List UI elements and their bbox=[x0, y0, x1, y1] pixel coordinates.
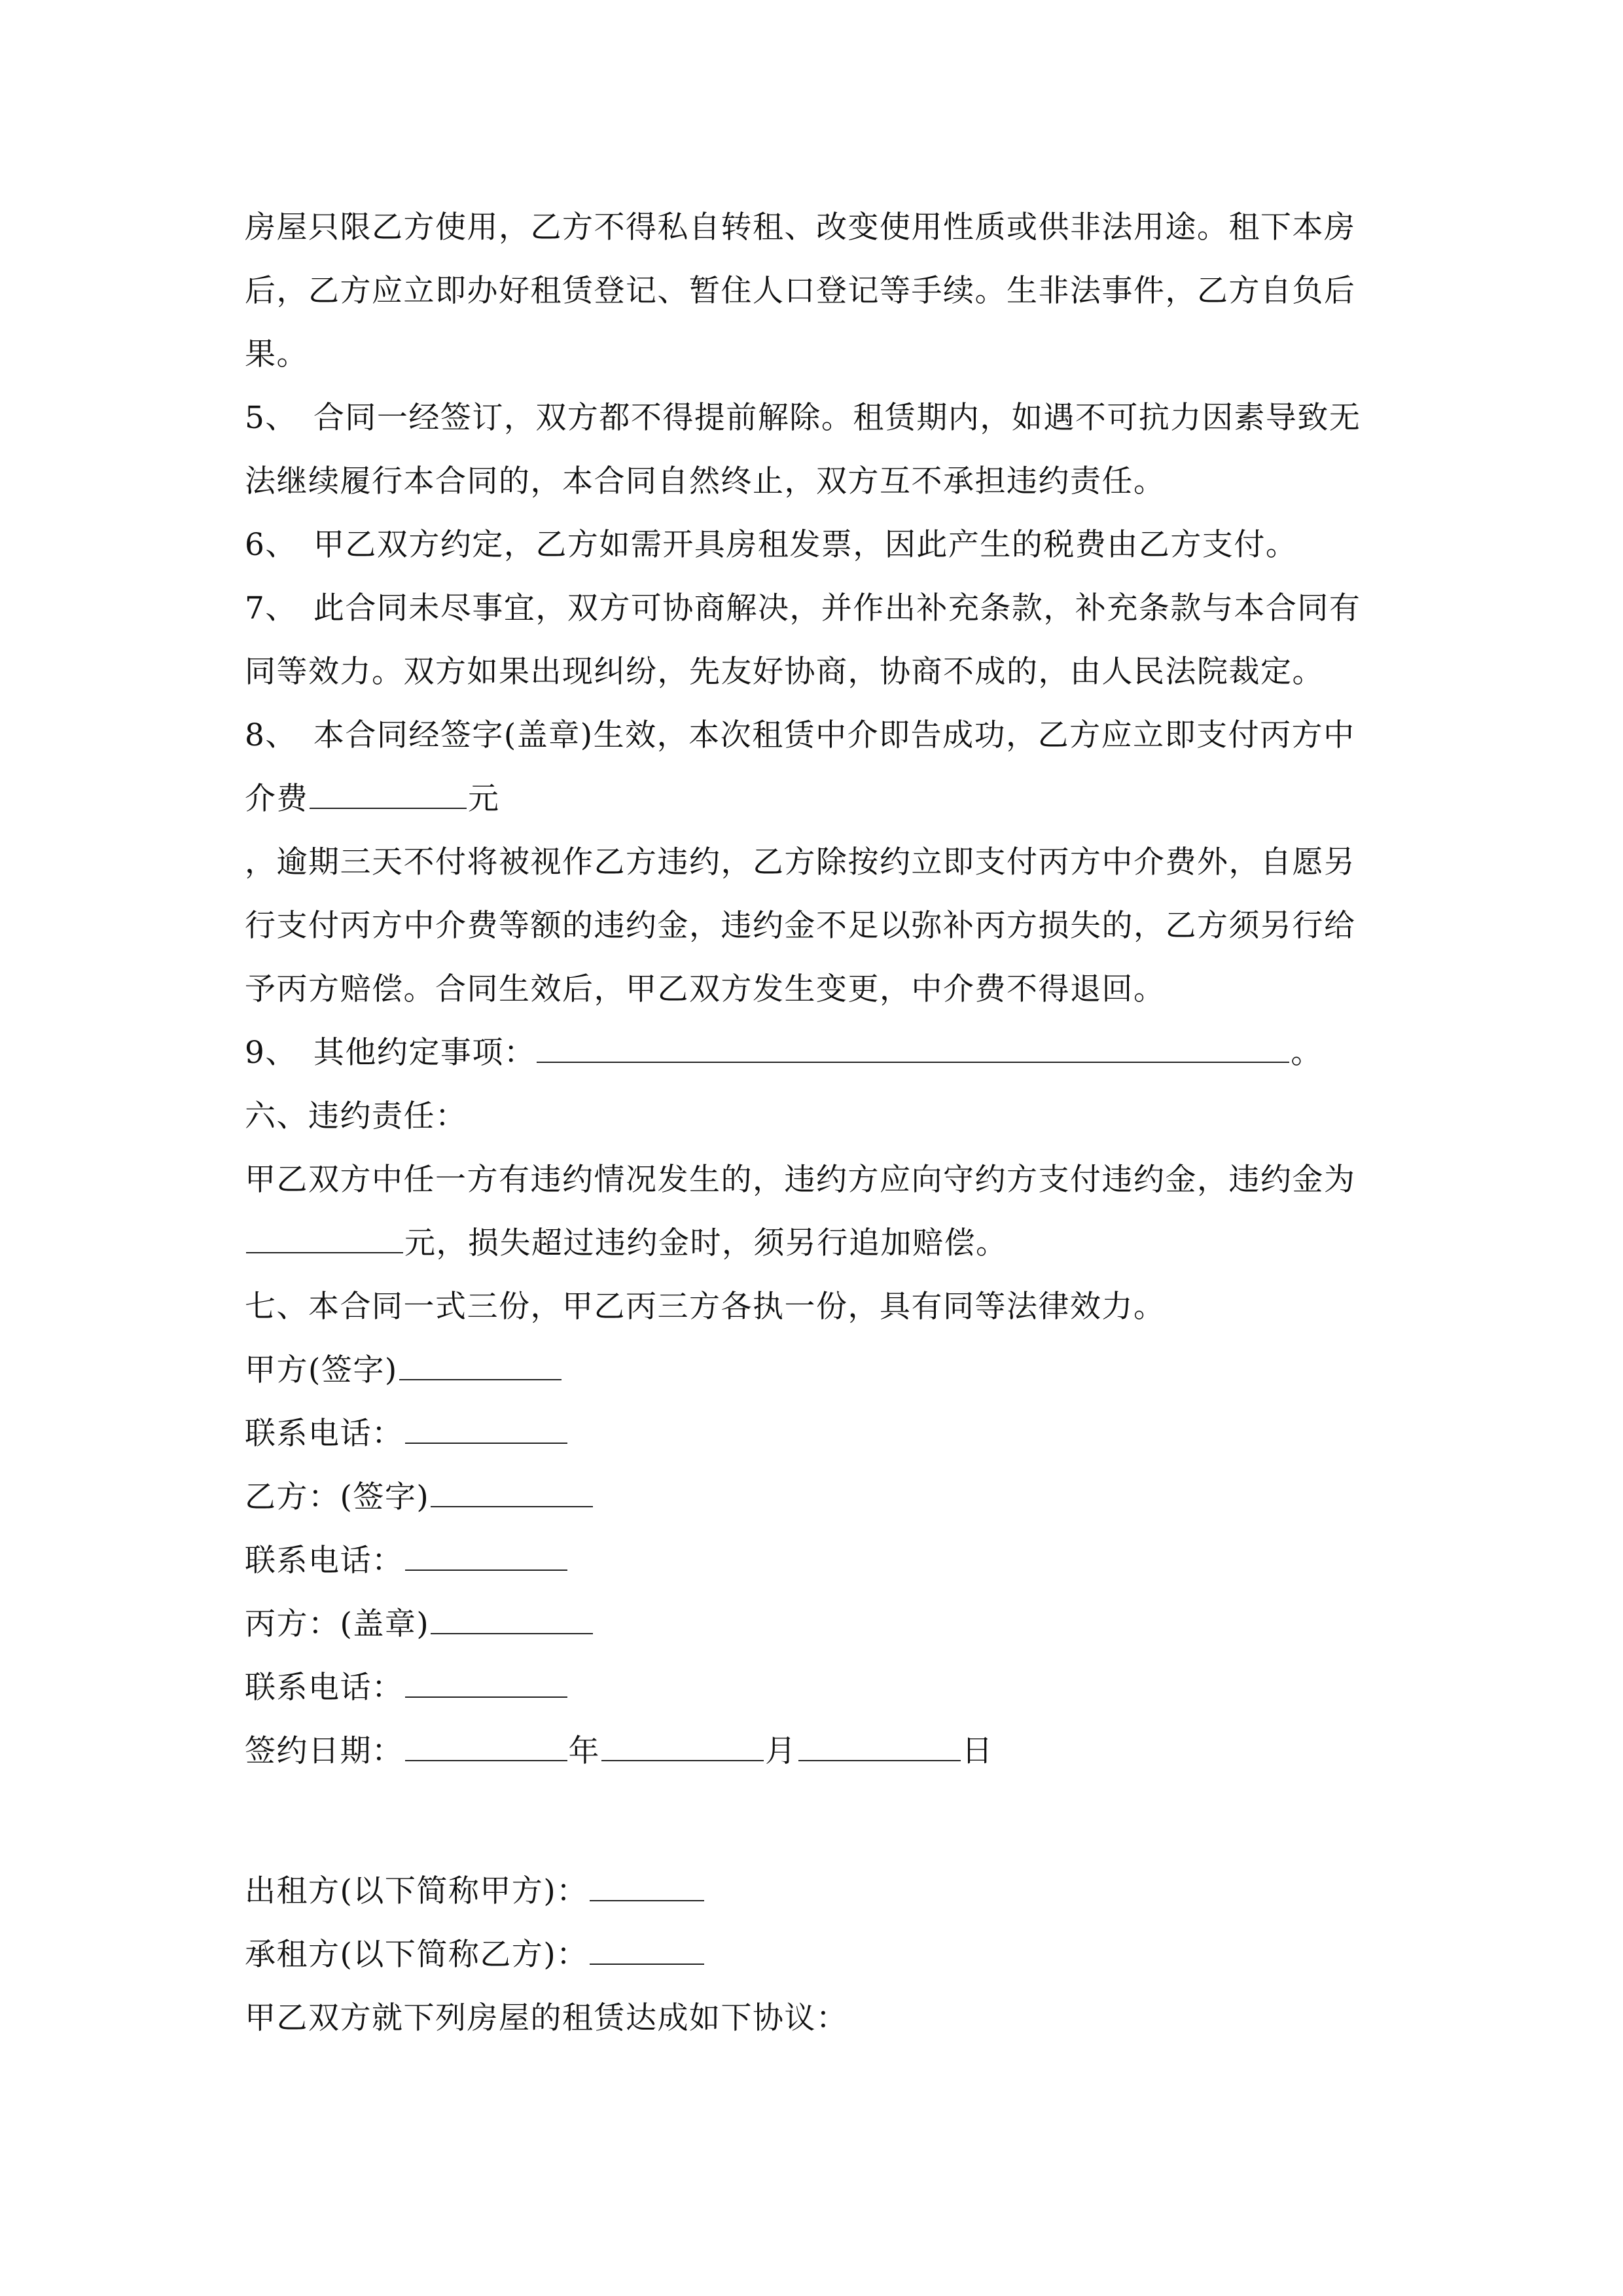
day-blank[interactable] bbox=[798, 1734, 961, 1761]
lessor-line bbox=[245, 1872, 705, 1911]
party-c-blank[interactable] bbox=[431, 1607, 593, 1634]
year-label: 年 bbox=[568, 1733, 600, 1769]
phone-a-label: 联系电话： bbox=[245, 1416, 404, 1452]
signature-party-b bbox=[245, 1478, 594, 1517]
clause-5: 5、 合同一经签订，双方都不得提前解除。租赁期内，如遇不可抗力因素导致无 bbox=[245, 400, 1361, 436]
party-b-blank[interactable] bbox=[431, 1480, 593, 1507]
other-terms-blank[interactable] bbox=[537, 1035, 1289, 1063]
clause-7-cont: 同等效力。双方如果出现纠纷，先友好协商，协商不成的，由人民法院裁定。 bbox=[245, 654, 1324, 690]
clause-9-label: 9、 其他约定事项： bbox=[245, 1035, 536, 1071]
clause-6: 6、 甲乙双方约定，乙方如需开具房租发票，因此产生的税费由乙方支付。 bbox=[245, 527, 1298, 563]
clause-7: 7、 此合同未尽事宜，双方可协商解决，并作出补充条款，补充条款与本合同有 bbox=[245, 590, 1361, 626]
clause-8-fee bbox=[245, 780, 500, 819]
section-6-text: 甲乙双方中任一方有违约情况发生的，违约方应向守约方支付违约金，违约金为 bbox=[245, 1162, 1356, 1198]
month-blank[interactable] bbox=[601, 1734, 764, 1761]
signature-party-c bbox=[245, 1605, 594, 1644]
fee-blank[interactable] bbox=[310, 781, 467, 809]
clause-9 bbox=[245, 1033, 1323, 1073]
party-c-label: 丙方：(盖章) bbox=[245, 1606, 430, 1642]
clause-8-cont: 行支付丙方中介费等额的违约金，违约金不足以弥补丙方损失的，乙方须另行给 bbox=[245, 908, 1356, 944]
date-label: 签约日期： bbox=[245, 1733, 404, 1769]
lessor-label: 出租方(以下简称甲方)： bbox=[245, 1873, 588, 1909]
clause-text: 房屋只限乙方使用，乙方不得私自转租、改变使用性质或供非法用途。租下本房 bbox=[245, 209, 1356, 245]
penalty-blank[interactable] bbox=[246, 1226, 403, 1253]
phone-a bbox=[245, 1414, 569, 1454]
fee-unit: 元 bbox=[468, 781, 500, 817]
clause-9-end: 。 bbox=[1291, 1035, 1323, 1071]
phone-c-label: 联系电话： bbox=[245, 1670, 404, 1706]
clause-8: 8、 本合同经签字(盖章)生效，本次租赁中介即告成功，乙方应立即支付丙方中 bbox=[245, 717, 1355, 753]
clause-5-cont: 法继续履行本合同的，本合同自然终止，双方互不承担违约责任。 bbox=[245, 463, 1166, 499]
fee-label: 介费 bbox=[245, 781, 308, 817]
phone-b bbox=[245, 1541, 569, 1581]
lessee-blank[interactable] bbox=[590, 1937, 704, 1965]
party-a-blank[interactable] bbox=[399, 1353, 562, 1380]
agreement-intro: 甲乙双方就下列房屋的租赁达成如下协议： bbox=[245, 2000, 848, 2036]
phone-c-blank[interactable] bbox=[405, 1670, 567, 1698]
lessor-blank[interactable] bbox=[590, 1874, 704, 1901]
party-b-label: 乙方：(签字) bbox=[245, 1479, 430, 1515]
phone-b-label: 联系电话： bbox=[245, 1543, 404, 1579]
section-6-title: 六、违约责任： bbox=[245, 1098, 467, 1134]
signing-date bbox=[245, 1732, 993, 1771]
lessee-label: 承租方(以下简称乙方)： bbox=[245, 1937, 588, 1973]
month-label: 月 bbox=[765, 1733, 797, 1769]
party-a-label: 甲方(签字) bbox=[245, 1352, 398, 1388]
clause-8-cont: 予丙方赔偿。合同生效后，甲乙双方发生变更，中介费不得退回。 bbox=[245, 971, 1166, 1007]
section-7: 七、本合同一式三份，甲乙丙三方各执一份，具有同等法律效力。 bbox=[245, 1289, 1166, 1325]
day-label: 日 bbox=[961, 1733, 993, 1769]
clause-text: 果。 bbox=[245, 336, 308, 372]
phone-c bbox=[245, 1668, 569, 1708]
phone-a-blank[interactable] bbox=[405, 1416, 567, 1444]
year-blank[interactable] bbox=[405, 1734, 567, 1761]
clause-8-cont: ，逾期三天不付将被视作乙方违约，乙方除按约立即支付丙方中介费外，自愿另 bbox=[245, 844, 1356, 880]
signature-party-a bbox=[245, 1351, 563, 1390]
section-6-penalty bbox=[245, 1224, 1008, 1263]
phone-b-blank[interactable] bbox=[405, 1543, 567, 1571]
lessee-line bbox=[245, 1935, 705, 1975]
clause-text: 后，乙方应立即办好租赁登记、暂住人口登记等手续。生非法事件，乙方自负后 bbox=[245, 273, 1356, 309]
penalty-text: 元，损失超过违约金时，须另行追加赔偿。 bbox=[404, 1225, 1008, 1261]
